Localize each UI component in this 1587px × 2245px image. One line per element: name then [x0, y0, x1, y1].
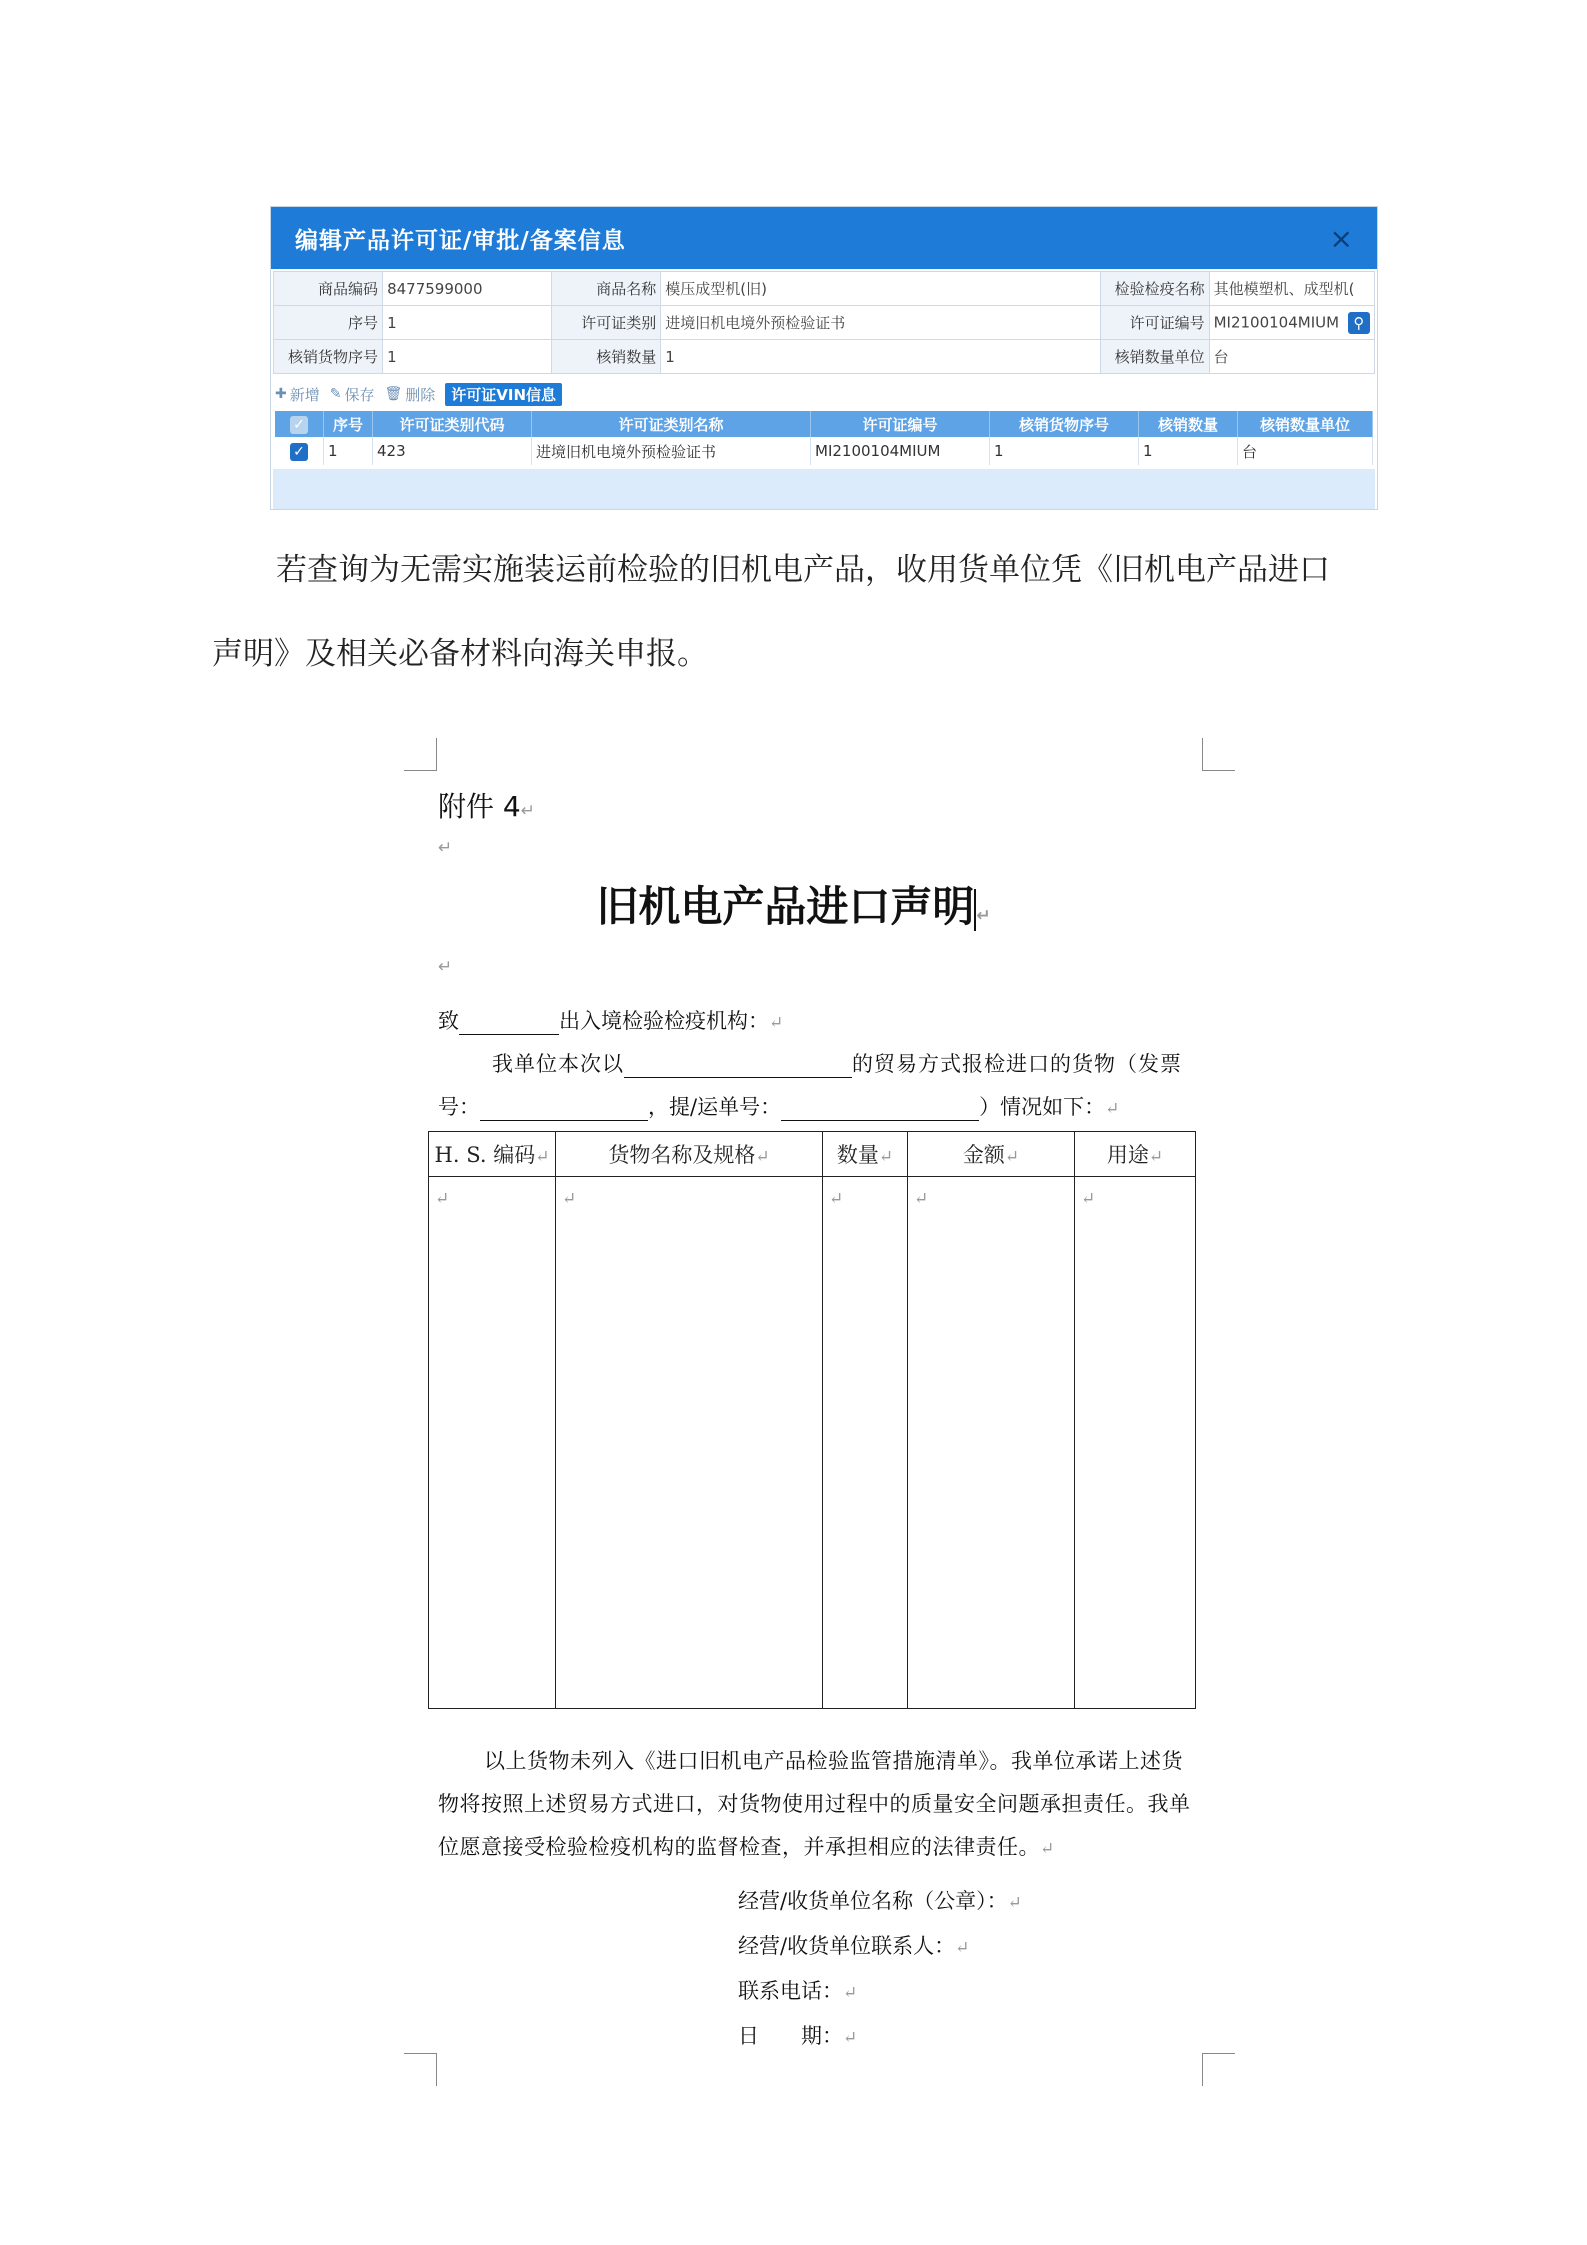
writeoff-seq-field[interactable]: 1: [383, 340, 552, 374]
col-header[interactable]: 许可证编号: [811, 411, 990, 437]
add-button[interactable]: [275, 384, 320, 405]
col-header-text: H. S. 编码: [434, 1143, 536, 1167]
sign-date-text: 日 期：: [738, 2024, 843, 2048]
sign-contact-text: 经营/收货单位联系人：: [738, 1934, 956, 1958]
seq-label: 序号: [274, 306, 383, 340]
return-mark: ↵: [438, 957, 453, 977]
return-mark: ↵: [955, 1938, 970, 1958]
trade-line-start: 我单位本次以: [492, 1052, 624, 1076]
return-mark: ↵: [1105, 1099, 1120, 1119]
return-mark: ↵: [1148, 1147, 1164, 1167]
dialog-title: 编辑产品许可证/审批/备案信息: [295, 227, 626, 254]
return-mark: ↵: [976, 906, 991, 926]
col-header: [823, 1132, 908, 1177]
add-label: 新增: [289, 385, 320, 404]
return-mark: ↵: [435, 1189, 450, 1209]
attachment-text: 附件 4: [438, 790, 521, 823]
license-edit-dialog: [270, 206, 1378, 510]
empty-line: [438, 838, 452, 858]
quarantine-name-field[interactable]: 其他模塑机、成型机(: [1209, 272, 1374, 306]
goods-code-label: 商品编码: [274, 272, 383, 306]
col-header-text: 金额: [962, 1143, 1005, 1167]
col-header[interactable]: 核销数量单位: [1238, 411, 1373, 437]
addressee-suffix: 出入境检验检疫机构：: [559, 1009, 769, 1033]
body-paragraph: [212, 528, 1377, 696]
license-no-cell: [1209, 306, 1374, 340]
crop-mark-bottom-right: [1202, 2053, 1235, 2086]
return-mark: ↵: [1081, 1189, 1096, 1209]
usage-cell[interactable]: [1075, 1177, 1196, 1709]
cell-writeoff-seq: 1: [990, 437, 1139, 465]
trade-line-end: 的贸易方式报检进口的货物（发票: [852, 1052, 1182, 1076]
goods-table-header: [429, 1132, 1196, 1177]
paragraph-line-1: 若查询为无需实施装运前检验的旧机电产品，收用货单位凭《旧机电产品进口: [276, 552, 1330, 588]
select-all-cell[interactable]: [275, 411, 324, 437]
grid-empty-area: [273, 469, 1375, 509]
sign-company-text: 经营/收货单位名称（公章）：: [738, 1889, 1008, 1913]
addressee-line: [438, 1005, 783, 1035]
sign-company: [738, 1880, 1022, 1925]
grid-toolbar: [275, 381, 562, 407]
return-mark: ↵: [535, 1147, 550, 1167]
declaration-line-1: 以上货物未列入《进口旧机电产品检验监管措施清单》。我单位承诺上述货: [484, 1749, 1183, 1773]
license-type-label: 许可证类别: [552, 306, 661, 340]
goods-code-field[interactable]: 8477599000: [383, 272, 552, 306]
seq-field[interactable]: 1: [383, 306, 552, 340]
grid-header-row: [275, 411, 1373, 437]
signature-block: [738, 1880, 1022, 2060]
writeoff-unit-field[interactable]: 台: [1209, 340, 1374, 374]
license-form: [273, 271, 1375, 374]
cell-license-no: MI2100104MIUM: [811, 437, 990, 465]
invoice-label: 号：: [438, 1095, 480, 1119]
cell-seq: 1: [324, 437, 373, 465]
col-header: [429, 1132, 556, 1177]
declaration-body: [438, 1740, 1206, 1871]
writeoff-seq-label: 核销货物序号: [274, 340, 383, 374]
crop-mark-top-left: [404, 738, 437, 771]
return-mark: ↵: [1007, 1893, 1022, 1913]
return-mark: ↵: [843, 1983, 858, 2003]
return-mark: ↵: [562, 1189, 577, 1209]
cell-writeoff-unit: 台: [1238, 437, 1373, 465]
paragraph-line-2: 声明》及相关必备材料向海关申报。: [212, 636, 708, 672]
attachment-label: [438, 785, 535, 825]
return-mark: ↵: [914, 1189, 929, 1209]
return-mark: ↵: [878, 1147, 894, 1167]
save-button[interactable]: [330, 384, 375, 405]
col-header: [1075, 1132, 1196, 1177]
return-mark: ↵: [520, 801, 535, 821]
trash-icon: 🗑: [384, 386, 403, 402]
col-header-text: 数量: [836, 1143, 879, 1167]
agency-blank[interactable]: [459, 1012, 559, 1035]
document-title: [0, 874, 1587, 934]
declaration-line-2: 物将按照上述贸易方式进口，对货物使用过程中的质量安全问题承担责任。我单: [438, 1792, 1191, 1816]
col-header[interactable]: 许可证类别名称: [532, 411, 811, 437]
declaration-line-3-text: 位愿意接受检验检疫机构的监督检查，并承担相应的法律责任。: [438, 1835, 1040, 1859]
trade-mode-blank[interactable]: [624, 1055, 852, 1078]
license-type-field[interactable]: 进境旧机电境外预检验证书: [661, 306, 1100, 340]
col-header-text: 货物名称及规格: [608, 1143, 756, 1167]
empty-line: [438, 957, 452, 977]
table-row[interactable]: [275, 437, 1373, 465]
cell-writeoff-qty: 1: [1139, 437, 1238, 465]
goods-name-label: 商品名称: [552, 272, 661, 306]
license-no-field[interactable]: MI2100104MIUM: [1213, 313, 1340, 331]
plus-icon: ✚: [275, 386, 287, 402]
invoice-line-end: ）情况如下：: [979, 1095, 1106, 1119]
col-header-text: 用途: [1106, 1143, 1149, 1167]
crop-mark-bottom-left: [404, 2053, 437, 2086]
invoice-blank[interactable]: [480, 1098, 648, 1121]
return-mark: ↵: [438, 838, 453, 858]
addressee-prefix: 致: [438, 1009, 459, 1033]
writeoff-qty-field[interactable]: 1: [661, 340, 1100, 374]
goods-name-field[interactable]: 模压成型机(旧): [661, 272, 1100, 306]
col-header[interactable]: 核销货物序号: [990, 411, 1139, 437]
return-mark: ↵: [769, 1013, 784, 1033]
search-icon[interactable]: ⚲: [1348, 312, 1370, 334]
quantity-cell[interactable]: [823, 1177, 908, 1709]
license-grid: [275, 411, 1373, 465]
sign-phone-text: 联系电话：: [738, 1979, 843, 2003]
waybill-blank[interactable]: [781, 1098, 979, 1121]
license-no-label: 许可证编号: [1100, 306, 1209, 340]
delete-label: 删除: [405, 385, 436, 404]
hs-code-cell[interactable]: [429, 1177, 556, 1709]
document-title-text: 旧机电产品进口声明: [596, 882, 975, 931]
quarantine-name-label: 检验检疫名称: [1100, 272, 1209, 306]
cell-type-name: 进境旧机电境外预检验证书: [532, 437, 811, 465]
sign-contact: [738, 1925, 1022, 1970]
col-header[interactable]: 核销数量: [1139, 411, 1238, 437]
col-header[interactable]: 序号: [324, 411, 373, 437]
declaration-line-3: [438, 1826, 1206, 1871]
writeoff-qty-label: 核销数量: [552, 340, 661, 374]
return-mark: ↵: [755, 1147, 770, 1167]
col-header[interactable]: 许可证类别代码: [373, 411, 532, 437]
table-row: [429, 1177, 1196, 1709]
edit-icon: ✎: [329, 386, 342, 402]
waybill-label: ，提/运单号：: [648, 1095, 782, 1119]
return-mark: ↵: [829, 1189, 844, 1209]
writeoff-unit-label: 核销数量单位: [1100, 340, 1209, 374]
return-mark: ↵: [843, 2028, 858, 2048]
dialog-header: [271, 207, 1377, 269]
delete-button[interactable]: [385, 384, 436, 405]
cell-type-code: 423: [373, 437, 532, 465]
return-mark: ↵: [1040, 1839, 1055, 1859]
sign-date: [738, 2015, 1022, 2060]
close-icon[interactable]: ×: [1329, 221, 1353, 255]
crop-mark-top-right: [1202, 738, 1235, 771]
row-check-cell[interactable]: [275, 437, 324, 465]
col-header: [908, 1132, 1075, 1177]
license-vin-button[interactable]: 许可证VIN信息: [445, 383, 562, 406]
invoice-line: [438, 1091, 1119, 1121]
goods-name-cell[interactable]: [556, 1177, 823, 1709]
goods-table: [428, 1131, 1196, 1709]
return-mark: ↵: [1004, 1147, 1020, 1167]
trade-line: [438, 1048, 1206, 1078]
row-checkbox[interactable]: ✓: [290, 443, 308, 461]
save-label: 保存: [344, 385, 375, 404]
amount-cell[interactable]: [908, 1177, 1075, 1709]
col-header: [556, 1132, 823, 1177]
sign-phone: [738, 1970, 1022, 2015]
select-all-checkbox[interactable]: ✓: [290, 416, 308, 434]
